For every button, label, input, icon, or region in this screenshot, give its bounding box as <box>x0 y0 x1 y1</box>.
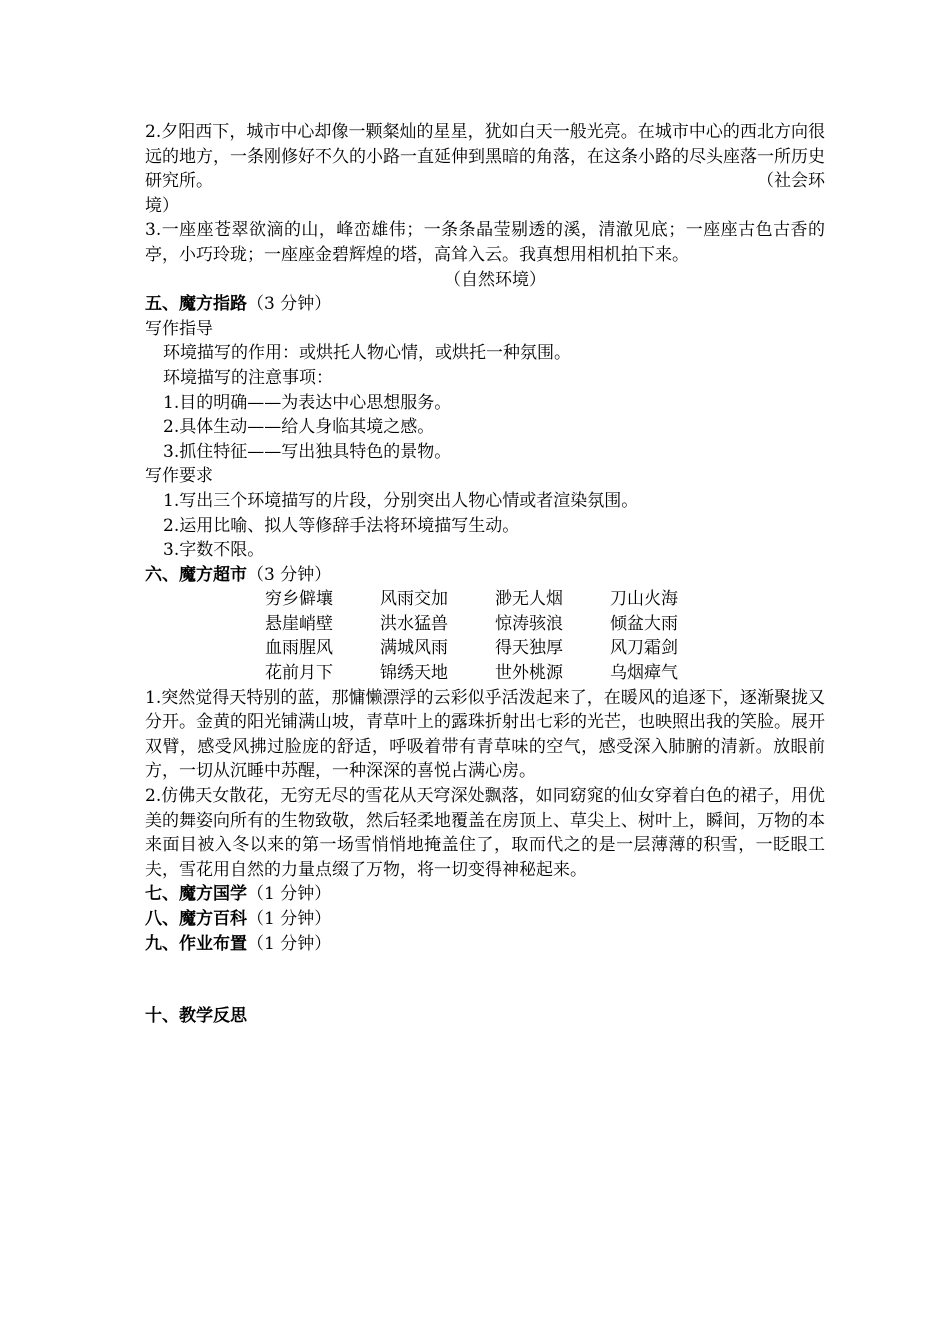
section-8-time: （1 分钟） <box>247 909 332 929</box>
section-5-heading <box>145 292 825 317</box>
section-9-heading <box>145 932 825 957</box>
vocab-word: 满城风雨 <box>380 638 448 659</box>
section-6-time: （3 分钟） <box>247 564 332 585</box>
section-10-heading: 十、教学反思 <box>145 1006 247 1027</box>
vocab-word: 锦绣天地 <box>380 663 448 684</box>
vocab-word: 悬崖峭壁 <box>265 613 333 634</box>
vocab-word: 得天独厚 <box>495 638 563 659</box>
vocab-word: 乌烟瘴气 <box>610 663 678 684</box>
section-5-title: 五、魔方指路 <box>145 294 247 315</box>
vocabulary-grid <box>145 587 825 685</box>
vocab-word: 刀山火海 <box>610 589 678 610</box>
example-2-tag <box>145 169 825 194</box>
vocab-word: 花前月下 <box>265 663 333 684</box>
vocab-word: 倾盆大雨 <box>610 613 678 634</box>
vocab-word: 惊涛骇浪 <box>495 613 563 634</box>
vocab-word: 风刀霜剑 <box>610 638 678 659</box>
sample-paragraph-1: 1.突然觉得天特别的蓝，那慵懒漂浮的云彩似乎活泼起来了，在暖风的追逐下，逐渐聚拢又分开。金黄的阳光铺满山坡，青草叶上的露珠折射出七彩的光芒，也映照出我的笑脸。展开双臂，感受风拂过脸庞的舒适，呼吸着带有青草味的空气，感受深入肺腑的清新。放眼前方，一切从沉睡中苏醒，一种深深的喜悦占满心房。 <box>145 687 825 782</box>
section-7-title: 七、魔方国学 <box>145 884 247 905</box>
vocab-word: 血雨腥风 <box>265 638 333 659</box>
section-7-heading <box>145 882 825 907</box>
section-6-heading <box>145 563 825 588</box>
section-9-title: 九、作业布置 <box>145 933 247 954</box>
example-2-tag-line1: （社会环 <box>757 171 825 192</box>
guide-title: 写作指导 <box>145 318 213 339</box>
vocab-word: 洪水猛兽 <box>380 613 448 634</box>
example-2-tag-line2: 境） <box>145 195 179 216</box>
guide-item: 1.目的明确——为表达中心思想服务。 <box>163 392 452 413</box>
requirement-item: 3.字数不限。 <box>163 540 265 561</box>
guide-item: 2.具体生动——给人身临其境之感。 <box>163 417 435 438</box>
guide-item: 3.抓住特征——写出独具特色的景物。 <box>163 441 452 462</box>
guide-item: 环境描写的作用：或烘托人物心情，或烘托一种氛围。 <box>163 343 571 364</box>
example-3-tag: （自然环境） <box>444 269 546 290</box>
section-6-title: 六、魔方超市 <box>145 564 247 585</box>
requirement-item: 2.运用比喻、拟人等修辞手法将环境描写生动。 <box>163 515 520 536</box>
requirement-item: 1.写出三个环境描写的片段，分别突出人物心情或者渲染氛围。 <box>163 490 639 511</box>
document-page <box>145 120 825 1029</box>
requirement-title: 写作要求 <box>145 466 213 487</box>
section-7-time: （1 分钟） <box>247 884 332 905</box>
vocab-word: 穷乡僻壤 <box>265 589 333 610</box>
vocab-word: 风雨交加 <box>380 589 448 610</box>
vocab-word: 渺无人烟 <box>495 589 563 610</box>
section-8-title: 八、魔方百科 <box>145 909 247 929</box>
guide-item: 环境描写的注意事项： <box>163 367 333 388</box>
example-paragraph-3: 3.一座座苍翠欲滴的山，峰峦雄伟；一条条晶莹剔透的溪，清澈见底；一座座古色古香的亭，小巧玲珑；一座座金碧辉煌的塔，高耸入云。我真想用相机拍下来。 <box>145 220 825 265</box>
section-5-time: （3 分钟） <box>247 294 332 315</box>
section-9-time: （1 分钟） <box>247 933 332 954</box>
example-paragraph-2: 2.夕阳西下，城市中心却像一颗粲灿的星星，犹如白天一般光亮。在城市中心的西北方向很远的地方，一条刚修好不久的小路一直延伸到黑暗的角落，在这条小路的尽头座落一所历史研究所。 <box>145 122 825 192</box>
spacer <box>145 956 825 1004</box>
section-8-heading <box>145 907 825 932</box>
sample-paragraph-2: 2.仿佛天女散花，无穷无尽的雪花从天穹深处飘落，如同窈窕的仙女穿着白色的裙子，用优美的舞姿向所有的生物致敬，然后轻柔地覆盖在房顶上、草尖上、树叶上，瞬间，万物的本来面目被入冬以来的第一场雪悄悄地掩盖住了，取而代之的是一层薄薄的积雪，一眨眼工夫，雪花用自然的力量点缀了万物，将一切变得神秘起来。 <box>145 786 825 880</box>
vocab-word: 世外桃源 <box>495 663 563 684</box>
